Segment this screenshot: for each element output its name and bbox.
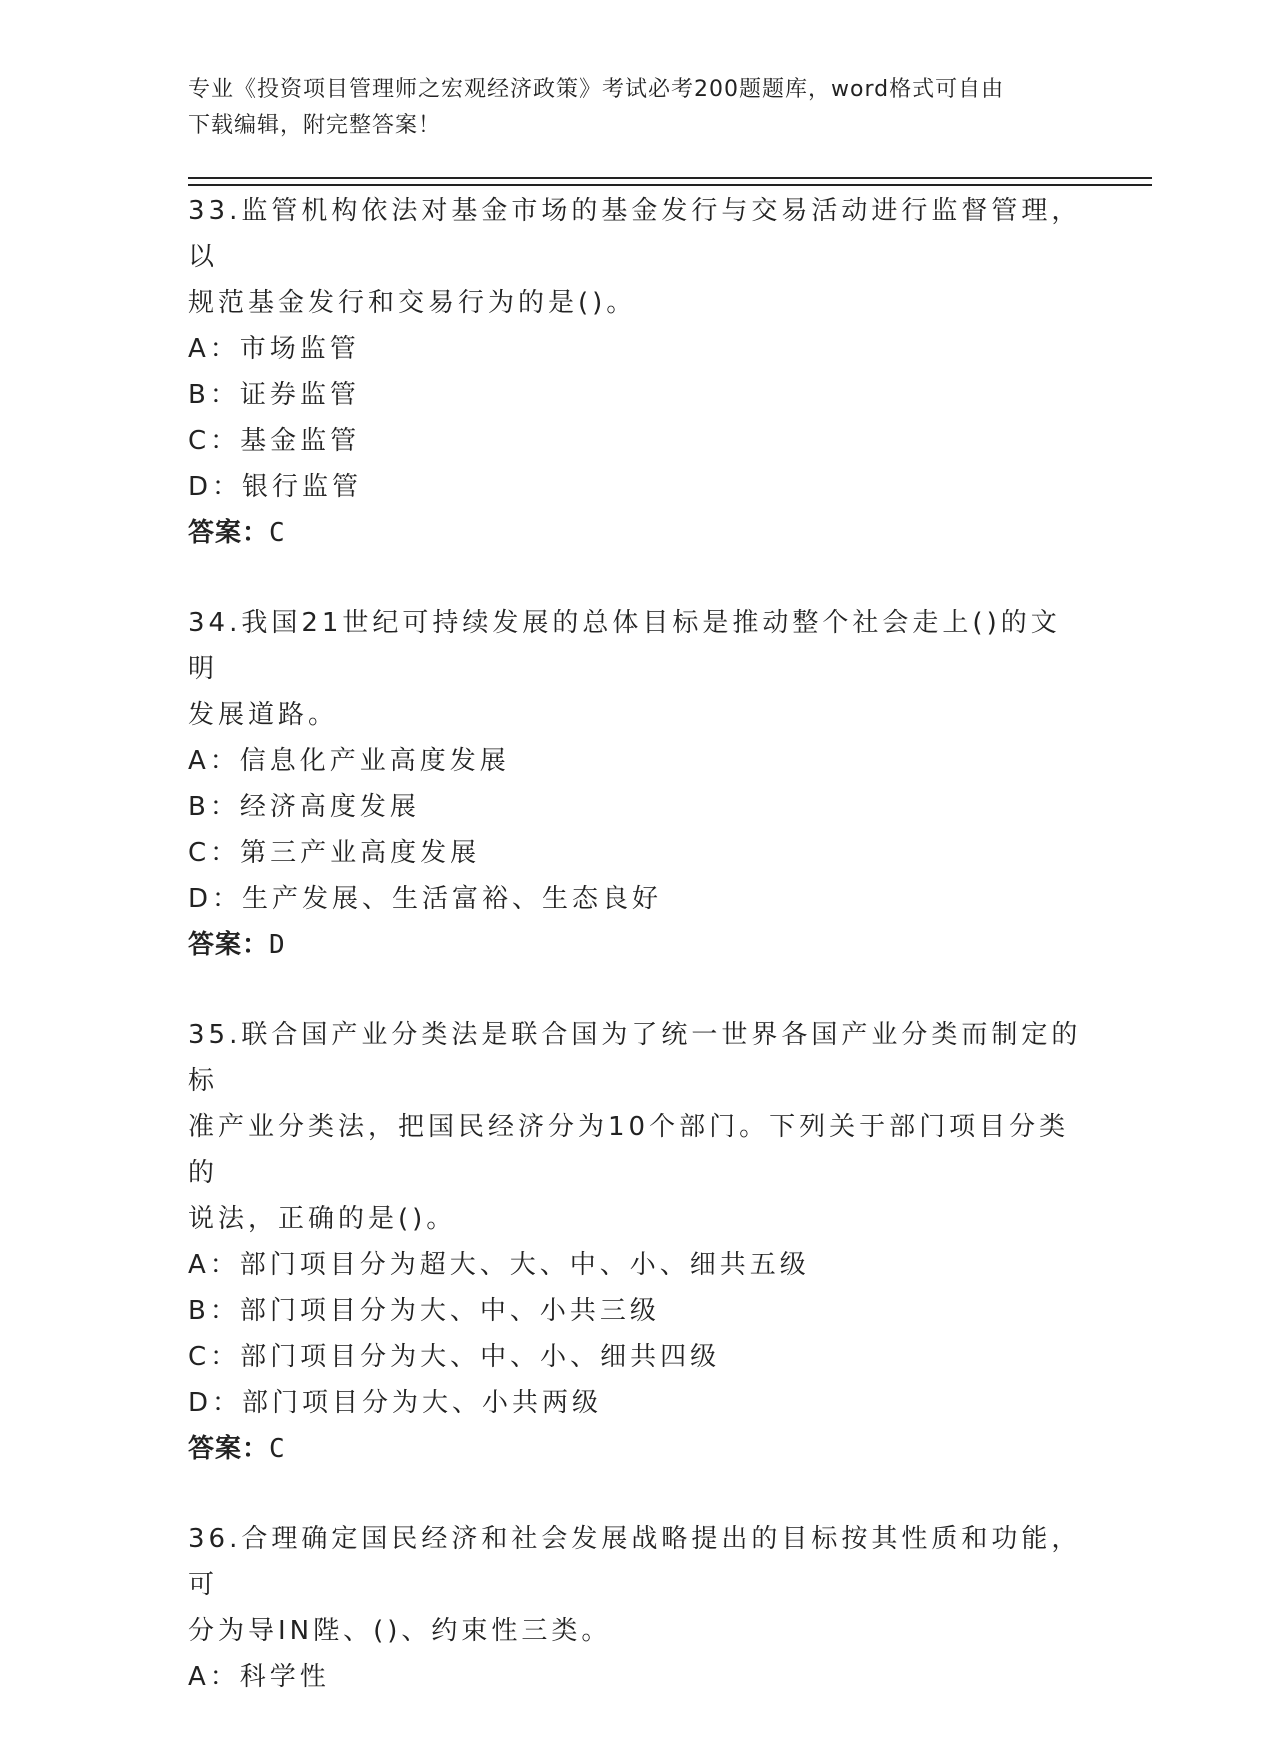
answer-value: D	[269, 930, 286, 960]
question-34	[188, 600, 1088, 968]
question-35	[188, 1012, 1088, 1472]
answer-line	[188, 1426, 1088, 1472]
stem-line: 33.监管机构依法对基金市场的基金发行与交易活动进行监督管理，以	[188, 196, 1082, 272]
stem-line: 分为导IN陛、()、约束性三类。	[188, 1616, 612, 1646]
stem-line: 35.联合国产业分类法是联合国为了统一世界各国产业分类而制定的标	[188, 1020, 1082, 1096]
stem-line: 准产业分类法，把国民经济分为10个部门。下列关于部门项目分类的	[188, 1112, 1070, 1188]
option-d: D：部门项目分为大、小共两级	[188, 1388, 603, 1418]
option-c: C：基金监管	[188, 426, 361, 456]
option-a: A：市场监管	[188, 334, 360, 364]
header-divider-top	[188, 177, 1152, 179]
answer-value: C	[269, 1434, 286, 1464]
option-c: C：第三产业高度发展	[188, 838, 481, 868]
stem-line: 说法，正确的是()。	[188, 1204, 457, 1234]
header-line-2: 下载编辑，附完整答案！	[188, 113, 442, 138]
option-b: B：证券监管	[188, 380, 360, 410]
option-a: A：信息化产业高度发展	[188, 746, 510, 776]
option-c: C：部门项目分为大、中、小、细共四级	[188, 1342, 721, 1372]
question-stem	[188, 1516, 1088, 1654]
option-d: D：银行监管	[188, 472, 363, 502]
question-list	[188, 188, 1088, 1744]
question-stem	[188, 188, 1088, 326]
answer-line	[188, 922, 1088, 968]
question-stem	[188, 600, 1088, 738]
stem-line: 规范基金发行和交易行为的是()。	[188, 288, 637, 318]
answer-label: 答案：	[188, 930, 270, 960]
option-a: A：部门项目分为超大、大、中、小、细共五级	[188, 1250, 810, 1280]
answer-label: 答案：	[188, 518, 270, 548]
answer-value: C	[269, 518, 286, 548]
question-stem	[188, 1012, 1088, 1242]
document-header	[188, 72, 1068, 144]
option-b: B：经济高度发展	[188, 792, 420, 822]
answer-line	[188, 510, 1088, 556]
answer-label: 答案：	[188, 1434, 270, 1464]
option-a: A：科学性	[188, 1662, 330, 1692]
option-d: D：生产发展、生活富裕、生态良好	[188, 884, 663, 914]
stem-line: 发展道路。	[188, 700, 339, 730]
stem-line: 34.我国21世纪可持续发展的总体目标是推动整个社会走上()的文明	[188, 608, 1061, 684]
question-33	[188, 188, 1088, 556]
header-divider-bottom	[188, 184, 1152, 186]
header-line-1: 专业《投资项目管理师之宏观经济政策》考试必考200题题库，word格式可自由	[188, 77, 1005, 102]
option-b: B：部门项目分为大、中、小共三级	[188, 1296, 660, 1326]
question-36	[188, 1516, 1088, 1700]
stem-line: 36.合理确定国民经济和社会发展战略提出的目标按其性质和功能，可	[188, 1524, 1082, 1600]
